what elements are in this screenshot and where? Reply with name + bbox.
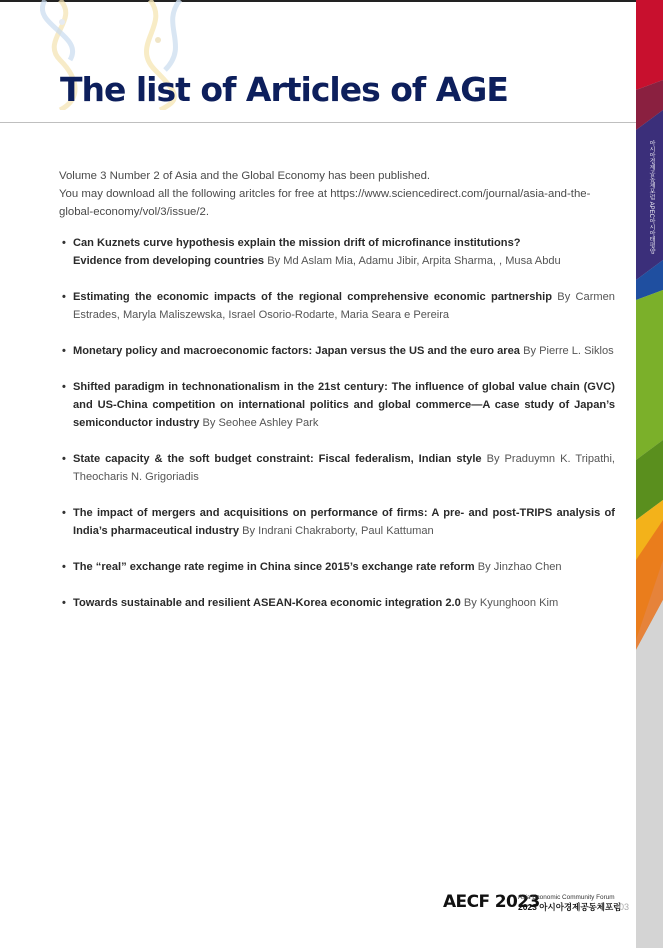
bullet-icon: • bbox=[62, 345, 66, 357]
intro-line: You may download all the following aritcles for free at https://www.sciencedirect.com/journal/asia-and-the-global-economy/vol/3/issue/2. bbox=[59, 188, 591, 218]
article-authors: By Indrani Chakraborty, Paul Kattuman bbox=[242, 525, 434, 537]
article-title: Shifted paradigm in technonationalism in the 21st century: The influence of global value chain (GVC) and US-China competition on international politics and global commerce—A case study of Japan’s semiconductor industry bbox=[73, 381, 615, 429]
article-item bbox=[60, 342, 615, 360]
footer-subtitle bbox=[518, 894, 621, 913]
article-title: Towards sustainable and resilient ASEAN-Korea economic integration 2.0 bbox=[73, 597, 461, 609]
article-title: State capacity & the soft budget constraint: Fiscal federalism, Indian style bbox=[73, 453, 482, 465]
intro-text bbox=[59, 167, 614, 221]
bullet-icon: • bbox=[62, 597, 66, 609]
article-title: Can Kuznets curve hypothesis explain the mission drift of microfinance institutions? bbox=[73, 237, 521, 249]
article-authors: By Md Aslam Mia, Adamu Jibir, Arpita Sharma, , Musa Abdu bbox=[267, 255, 561, 267]
article-item bbox=[60, 504, 615, 540]
footer-subtitle-en: Asia Economic Community Forum bbox=[518, 894, 615, 901]
page-title: The list of Articles of AGE bbox=[60, 70, 508, 109]
article-authors: By Pierre L. Siklos bbox=[523, 345, 614, 357]
article-title: Estimating the economic impacts of the regional comprehensive economic partnership bbox=[73, 291, 553, 303]
article-item bbox=[60, 288, 615, 324]
bullet-icon: • bbox=[62, 507, 66, 519]
article-item bbox=[60, 558, 615, 576]
article-authors: By Carmen Estrades, Maryla Maliszewska, Israel Osorio-Rodarte, Maria Seara e Pereira bbox=[73, 291, 615, 321]
article-authors: By Jinzhao Chen bbox=[477, 561, 562, 573]
article-item bbox=[60, 378, 615, 432]
footer-subtitle-kr: 2023 아시아경제공동체포럼 bbox=[518, 902, 622, 912]
article-item bbox=[60, 450, 615, 486]
article-item bbox=[60, 234, 615, 270]
aecf-logo: AECF 2023 bbox=[443, 892, 540, 912]
article-title: Monetary policy and macroeconomic factors: Japan versus the US and the euro area bbox=[73, 345, 520, 357]
article-title-continued: Evidence from developing countries bbox=[73, 255, 265, 267]
article-authors: By Seohee Ashley Park bbox=[202, 417, 319, 429]
intro-line: Volume 3 Number 2 of Asia and the Global Economy has been published. bbox=[59, 170, 431, 182]
bullet-icon: • bbox=[62, 381, 66, 393]
article-item bbox=[60, 594, 615, 612]
article-title: The “real” exchange rate regime in China since 2015’s exchange rate reform bbox=[73, 561, 475, 573]
bullet-icon: • bbox=[62, 561, 66, 573]
bullet-icon: • bbox=[62, 237, 66, 249]
bullet-icon: • bbox=[62, 453, 66, 465]
bullet-icon: • bbox=[62, 291, 66, 303]
article-authors: By Praduymn K. Tripathi, Theocharis N. Grigoriadis bbox=[73, 453, 615, 483]
side-vertical-text: 아시아경제공동체포럼 APEC아시아태평양 bbox=[648, 140, 654, 255]
title-divider bbox=[0, 122, 636, 123]
article-title: The impact of mergers and acquisitions on performance of firms: A pre- and post-TRIPS analysis of India’s pharmaceutical industry bbox=[73, 507, 615, 537]
article-authors: By Kyunghoon Kim bbox=[463, 597, 559, 609]
page-number: 03 bbox=[619, 902, 630, 912]
